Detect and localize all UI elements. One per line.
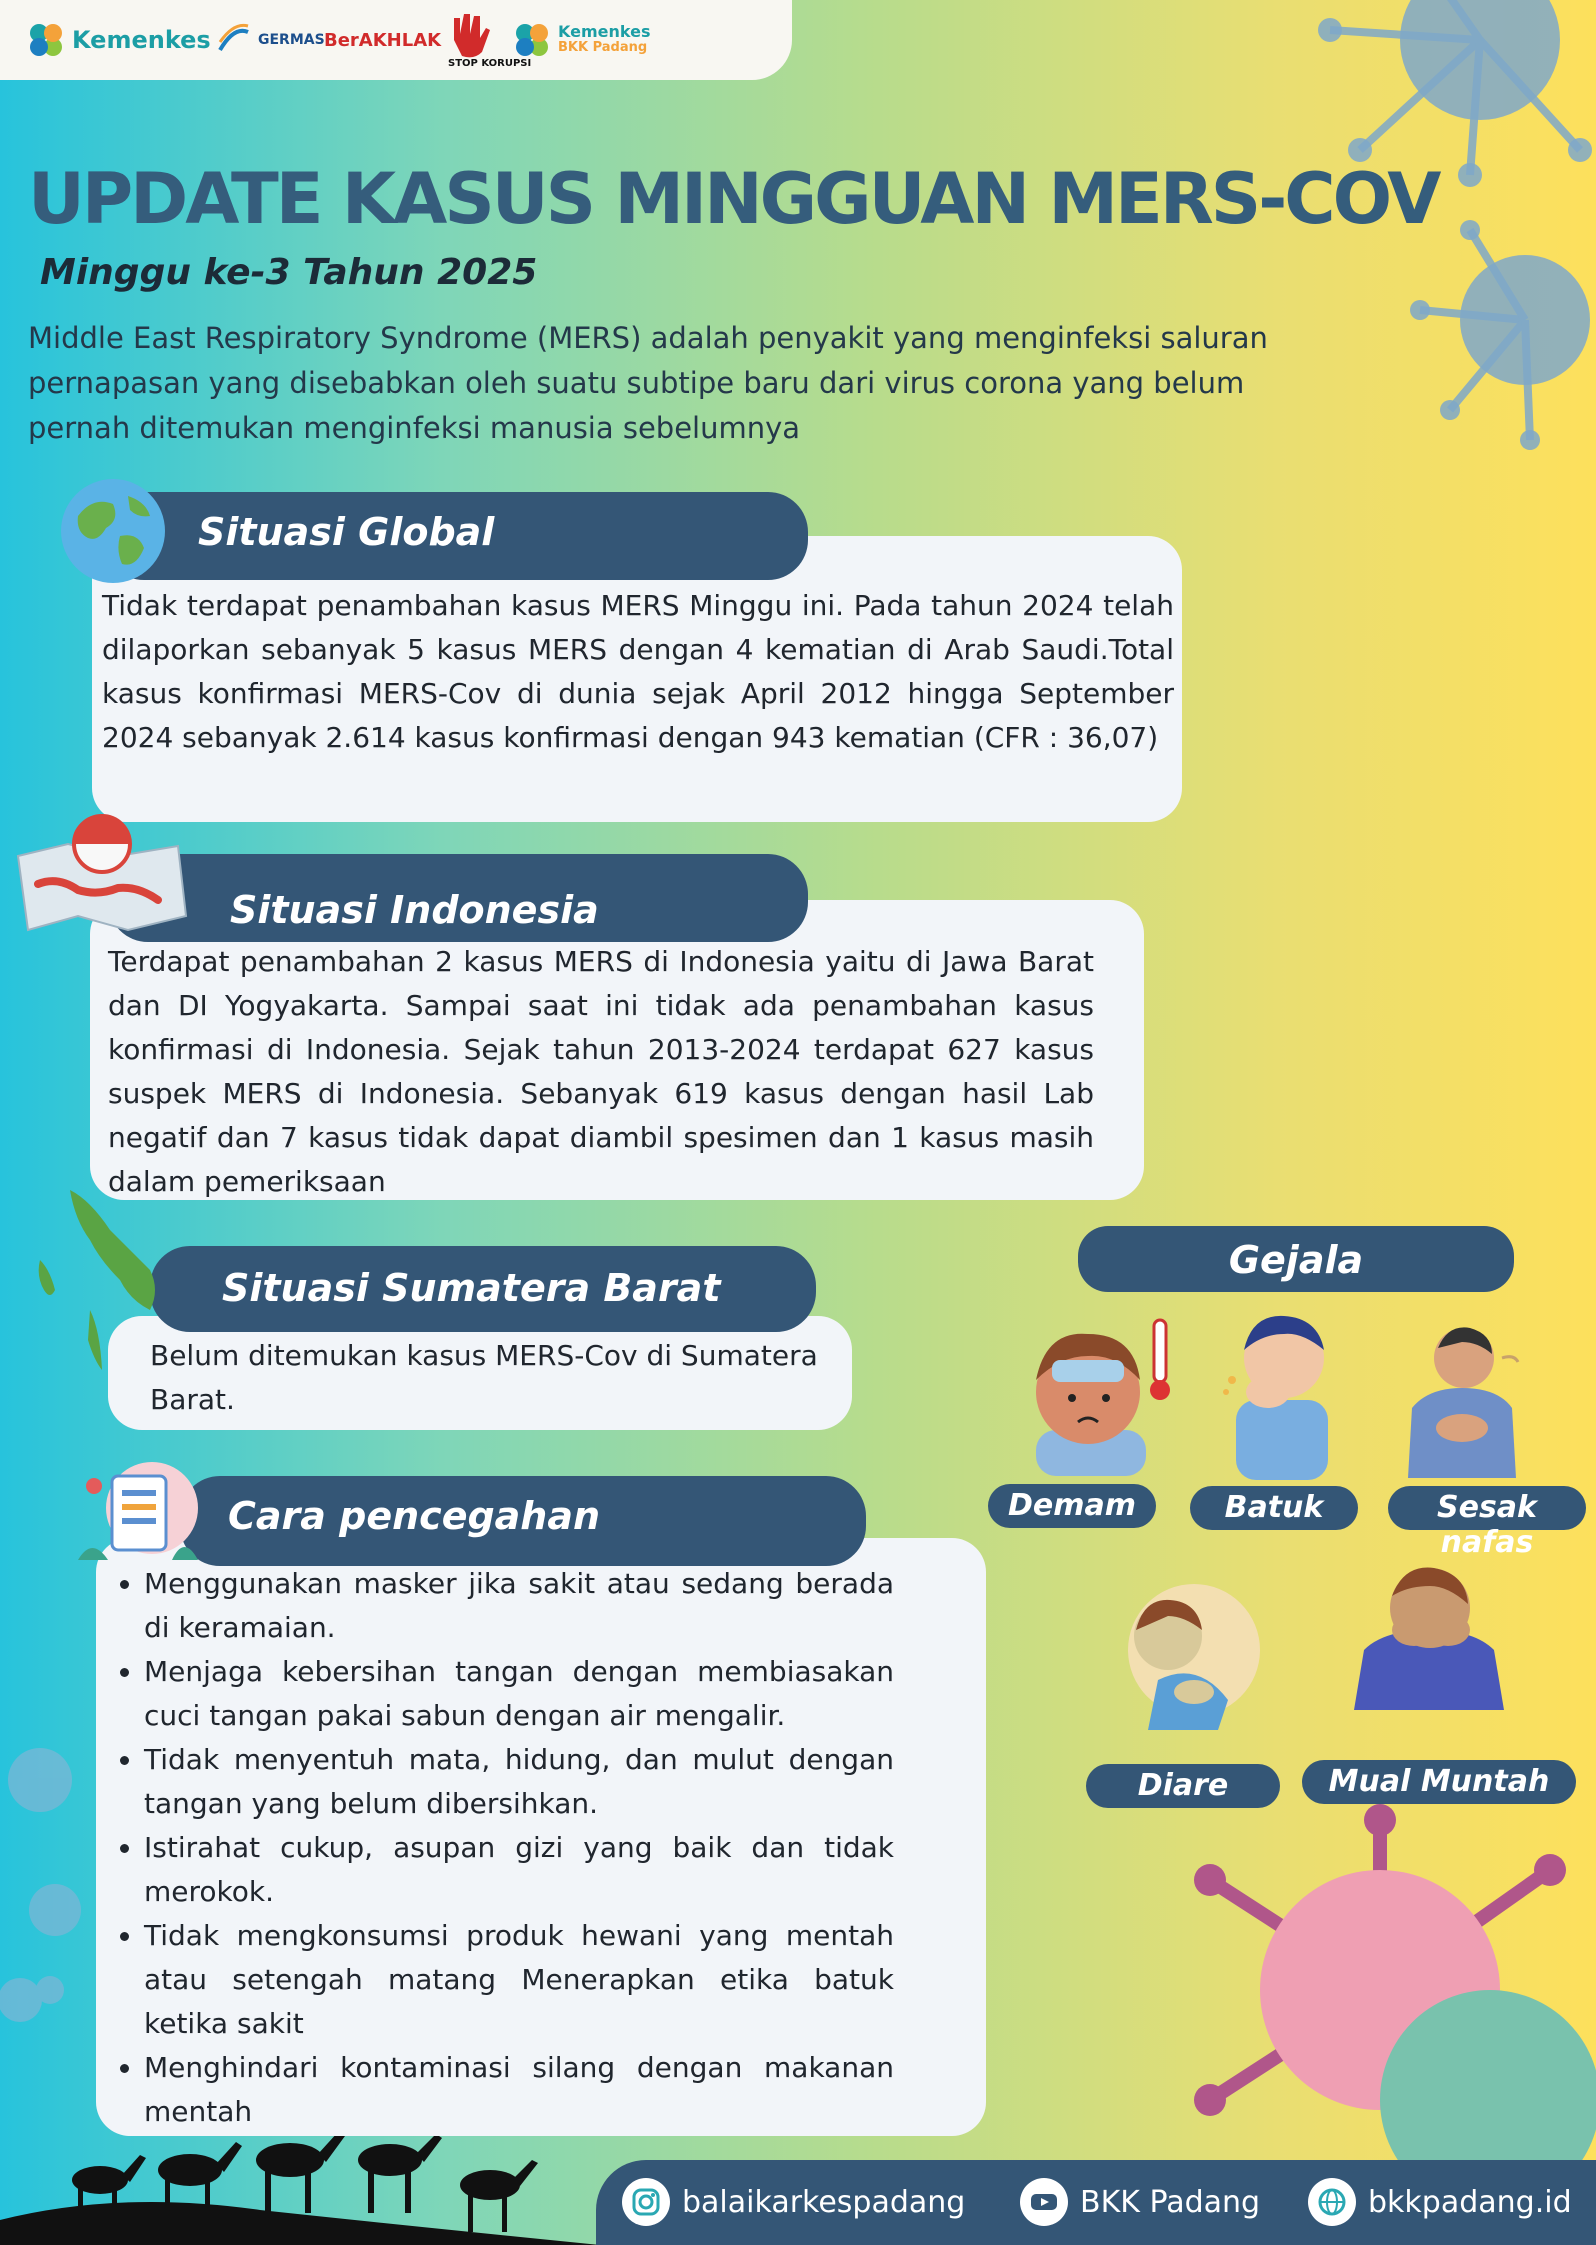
pencegahan-pill: [180, 1476, 866, 1566]
sumatera-map-icon: [30, 1180, 170, 1380]
indonesia-card: [90, 900, 1144, 1200]
indonesia-pill: [108, 854, 808, 942]
virus-decoration-bottom-right: [1150, 1800, 1587, 2180]
prevention-illustration-icon: [72, 1456, 202, 1566]
pencegahan-list: [96, 1562, 894, 2134]
footer-instagram[interactable]: [622, 2178, 965, 2226]
website-url: bkkpadang.id: [1368, 2184, 1572, 2220]
gejala-label-text: Demam: [1007, 1488, 1136, 1523]
youtube-icon: [1020, 2178, 1068, 2226]
indonesia-title: Situasi Indonesia: [230, 888, 599, 932]
instagram-icon: [622, 2178, 670, 2226]
gejala-label-mual-muntah: [1302, 1760, 1576, 1804]
gejala-label-text: Mual Muntah: [1328, 1764, 1550, 1799]
globe-icon: [58, 476, 168, 586]
camel-silhouette-decoration: [0, 2130, 600, 2245]
virus-decoration-left: [0, 1740, 80, 2080]
sumbar-pill: [150, 1246, 816, 1332]
instagram-handle: balaikarkespadang: [682, 2184, 966, 2220]
page-title: UPDATE KASUS MINGGUAN MERS-COV: [28, 158, 1439, 240]
pencegahan-card: [96, 1538, 986, 2136]
gejala-pill: [1078, 1226, 1514, 1292]
indonesia-text: Terdapat penambahan 2 kasus MERS di Indonesia yaitu di Jawa Barat dan DI Yogyakarta. Sampai saat ini tidak ada penambahan kasus konfirmasi di Indonesia. Sejak tahun 2013-2024 terdapat 627 kasus suspek MERS di Indonesia. Sebanyak 619 kasus dengan hasil Lab negatif dan 7 kasus tidak dapat diambil spesimen dan 1 kasus masih dalam pemeriksaan: [108, 945, 1094, 1198]
nausea-vomit-icon: [1344, 1560, 1514, 1710]
gejala-label-text: Batuk: [1224, 1490, 1324, 1525]
pencegahan-item: • Tidak mengkonsumsi produk hewani yang mentah atau setengah matang Menerapkan etika batuk ketika sakit: [144, 1914, 894, 2046]
footer-website[interactable]: [1308, 2178, 1572, 2226]
cough-icon: [1222, 1300, 1342, 1480]
global-pill: [104, 492, 808, 580]
youtube-channel: BKK Padang: [1080, 2184, 1261, 2220]
gejala-label-sesak-nafas: [1388, 1486, 1586, 1560]
pencegahan-item: • Menghindari kontaminasi silang dengan makanan mentah: [144, 2046, 894, 2134]
indonesia-map-icon: [8, 806, 188, 946]
sumbar-card: [108, 1316, 852, 1430]
gejala-label-text: Sesak nafas: [1436, 1490, 1537, 1560]
berakhlak-logo: BerAKHLAK: [324, 29, 442, 51]
pencegahan-item: • Istirahat cukup, asupan gizi yang baik dan tidak merokok.: [144, 1826, 894, 1914]
pencegahan-title: Cara pencegahan: [228, 1494, 601, 1538]
fever-icon: [1016, 1310, 1176, 1476]
gejala-label-diare: [1086, 1764, 1280, 1808]
intro-text: Middle East Respiratory Syndrome (MERS) adalah penyakit yang menginfeksi saluran pernapasan yang disebabkan oleh suatu subtipe baru dari virus corona yang belum pernah ditemukan menginfeksi manusia sebelumnya: [28, 321, 1268, 445]
germas-logo: GERMAS: [216, 18, 325, 62]
sumbar-text: Belum ditemukan kasus MERS-Cov di Sumatera Barat.: [150, 1339, 818, 1416]
diarrhea-icon: [1108, 1580, 1268, 1740]
sumbar-title: Situasi Sumatera Barat: [222, 1266, 721, 1310]
footer-youtube[interactable]: [1020, 2178, 1260, 2226]
pencegahan-item: • Menjaga kebersihan tangan dengan membiasakan cuci tangan pakai sabun dengan air mengalir.: [144, 1650, 894, 1738]
gejala-label-demam: [988, 1484, 1156, 1528]
page-subtitle: Minggu ke-3 Tahun 2025: [40, 252, 538, 293]
global-title: Situasi Global: [198, 510, 495, 554]
kemenkes-bkk-logo: Kemenkes BKK Padang: [512, 18, 650, 62]
pencegahan-item: • Tidak menyentuh mata, hidung, dan mulut dengan tangan yang belum dibersihkan.: [144, 1738, 894, 1826]
kemenkes-logo: Kemenkes: [26, 18, 211, 62]
gejala-title: Gejala: [1228, 1238, 1364, 1282]
stop-korupsi-logo: [444, 8, 532, 72]
global-text: Tidak terdapat penambahan kasus MERS Minggu ini. Pada tahun 2024 telah dilaporkan sebanyak 5 kasus MERS dengan 4 kematian di Arab Saudi.Total kasus konfirmasi MERS-Cov di dunia sejak April 2012 hingga September 2024 sebanyak 2.614 kasus konfirmasi dengan 943 kematian (CFR : 36,07): [102, 589, 1174, 754]
gejala-label-batuk: [1190, 1486, 1358, 1530]
stop-korupsi-text: STOP KORUPSI: [448, 58, 532, 69]
globe-web-icon: [1308, 2178, 1356, 2226]
pencegahan-item: • Menggunakan masker jika sakit atau sedang berada di keramaian.: [144, 1562, 894, 1650]
shortness-of-breath-icon: [1398, 1318, 1528, 1478]
gejala-label-text: Diare: [1137, 1768, 1229, 1803]
